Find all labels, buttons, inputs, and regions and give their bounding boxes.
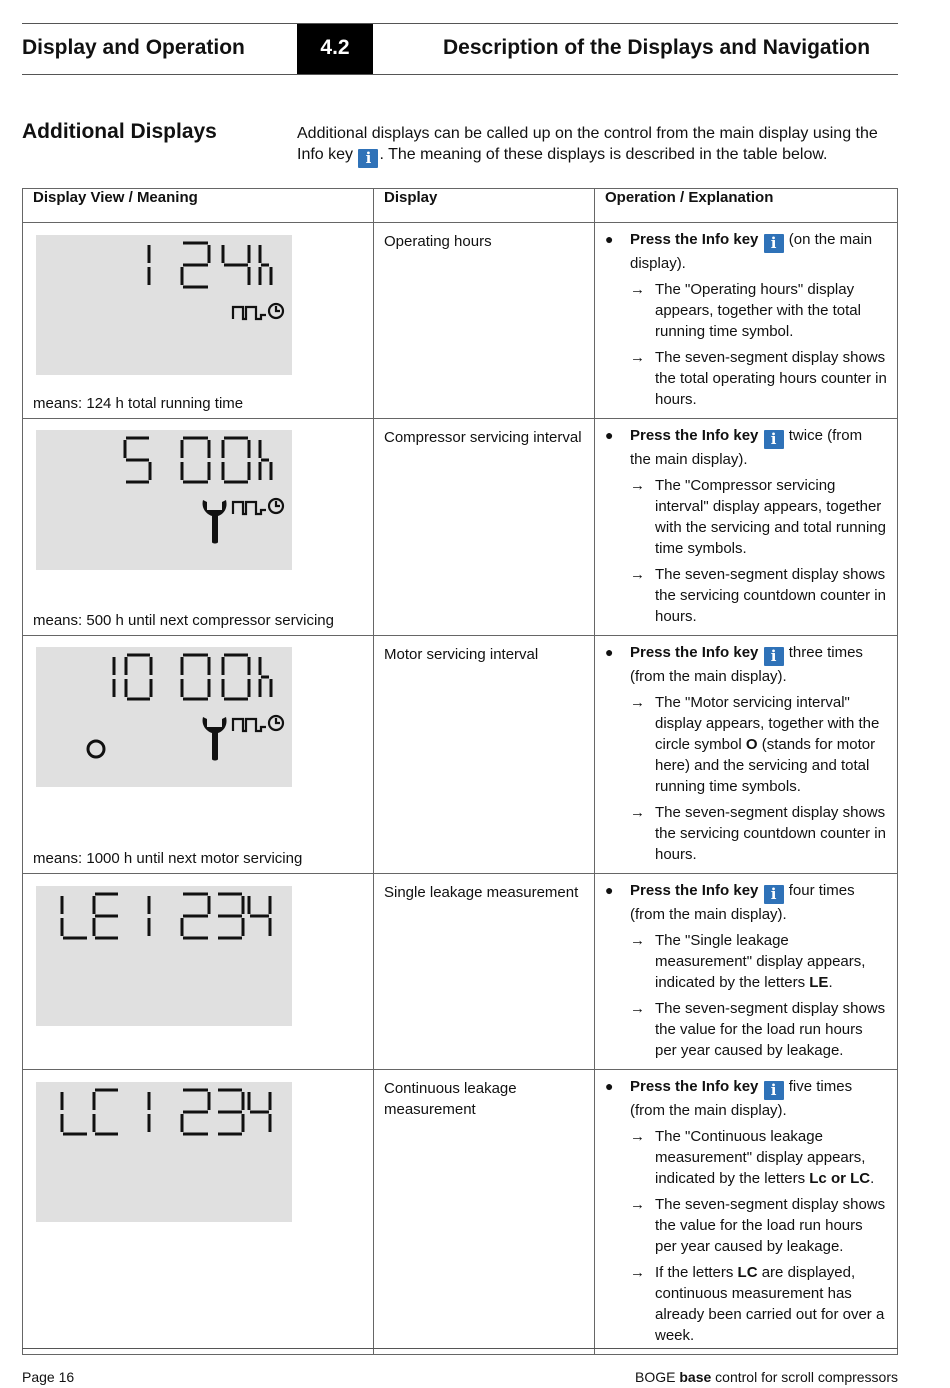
bullet-text: twice (from the main display).	[630, 427, 863, 468]
lcd-display	[36, 235, 292, 375]
bullet-item	[605, 425, 887, 470]
operation-cell	[595, 419, 898, 636]
table-row	[23, 1070, 898, 1355]
section-title: Description of the Displays and Navigation	[443, 36, 871, 59]
bullet-item	[605, 1076, 887, 1121]
lcd-display	[36, 1082, 292, 1222]
col-header-display: Display	[374, 189, 595, 223]
arrow-text: The seven-segment display shows the servicing countdown counter in hours.	[655, 804, 886, 863]
footer-brand: BOGE	[635, 1369, 676, 1385]
table-row	[23, 636, 898, 874]
display-name: Motor servicing interval	[374, 636, 595, 874]
motor-circle-icon	[88, 741, 104, 757]
operation-cell	[595, 874, 898, 1070]
lcd-digit	[223, 245, 249, 285]
lcd-cell	[23, 419, 374, 636]
arrow-right-icon: →	[630, 694, 645, 711]
col-header-view: Display View / Meaning	[23, 189, 374, 223]
arrow-item	[605, 475, 887, 559]
lcd-cell	[23, 223, 374, 419]
bullet-dot-icon: ●	[605, 1078, 614, 1094]
bullet-dot-icon: ●	[605, 882, 614, 898]
bullet-dot-icon: ●	[605, 644, 614, 660]
info-key-icon: i	[358, 149, 378, 168]
col-header-operation: Operation / Explanation	[595, 189, 898, 223]
lcd-readout-500h	[36, 430, 292, 570]
arrow-right-icon: →	[630, 804, 645, 821]
arrow-bold: LC	[737, 1264, 758, 1281]
arrow-item	[605, 1194, 887, 1257]
lcd-letter	[62, 896, 87, 938]
intro-text-a: Additional displays can be called up on the control from the main display using the Info key	[297, 125, 878, 163]
lcd-letter	[260, 245, 271, 285]
displays-table	[22, 188, 898, 1355]
arrow-item	[605, 930, 887, 993]
lcd-digit	[223, 655, 249, 699]
lcd-letter	[62, 1092, 87, 1134]
lcd-readout-124h	[36, 235, 292, 375]
display-name: Continuous leakage measurement	[374, 1070, 595, 1355]
info-key-icon: i	[764, 234, 784, 253]
lcd-letter	[94, 1090, 118, 1134]
arrow-right-icon: →	[630, 1128, 645, 1145]
arrow-bold: Lc or LC	[809, 1170, 871, 1187]
lcd-digit	[218, 894, 243, 938]
page-header	[22, 23, 898, 75]
bullet-bold: Press the Info key	[630, 231, 759, 248]
lcd-digit	[125, 438, 150, 482]
table-row	[23, 874, 898, 1070]
arrow-right-icon: →	[630, 477, 645, 494]
arrow-text: The seven-segment display shows the total operating hours counter in hours.	[655, 349, 887, 408]
arrow-right-icon: →	[630, 281, 645, 298]
info-key-icon: i	[764, 1081, 784, 1100]
lcd-display	[36, 430, 292, 570]
arrow-item	[605, 564, 887, 627]
running-time-icon	[233, 304, 283, 319]
arrow-text: The seven-segment display shows the servicing countdown counter in hours.	[655, 566, 886, 625]
arrow-text: .	[828, 974, 833, 991]
lcd-letter	[260, 657, 271, 697]
arrow-right-icon: →	[630, 932, 645, 949]
arrow-right-icon: →	[630, 1196, 645, 1213]
bullet-bold: Press the Info key	[630, 427, 759, 444]
arrow-text: The seven-segment display shows the value for the load run hours per year caused by leakage.	[655, 1196, 886, 1255]
lcd-cell	[23, 636, 374, 874]
bullet-item	[605, 880, 887, 925]
footer-text: control for scroll compressors	[715, 1369, 898, 1385]
bullet-dot-icon: ●	[605, 231, 614, 247]
arrow-item	[605, 1126, 887, 1189]
intro-paragraph	[297, 123, 907, 168]
arrow-item	[605, 998, 887, 1061]
wrench-icon	[203, 717, 227, 761]
table-row	[23, 419, 898, 636]
lcd-digit	[218, 1090, 243, 1134]
footer-brand-bold: base	[679, 1369, 712, 1385]
bullet-bold: Press the Info key	[630, 1078, 759, 1095]
page-number: Page 16	[22, 1369, 75, 1385]
bullet-text: three times (from the main display).	[630, 644, 863, 685]
lcd-digit	[249, 1092, 270, 1132]
running-time-icon	[233, 716, 283, 731]
lcd-digit	[249, 896, 270, 936]
section-number: 4.2	[297, 24, 373, 74]
bullet-text: five times (from the main display).	[630, 1078, 853, 1119]
bullet-item	[605, 229, 887, 274]
lcd-digit	[182, 243, 209, 287]
bullet-item	[605, 642, 887, 687]
arrow-bold: LE	[809, 974, 829, 991]
table-row	[23, 223, 898, 419]
lcd-digit	[182, 438, 209, 482]
arrow-right-icon: →	[630, 1000, 645, 1017]
arrow-right-icon: →	[630, 566, 645, 583]
arrow-text: (stands for motor here) and the servicing and total running time symbols.	[655, 736, 876, 795]
arrow-right-icon: →	[630, 1264, 645, 1281]
lcd-display	[36, 647, 292, 787]
arrow-text: .	[870, 1170, 875, 1187]
bullet-text: (on the main display).	[630, 231, 873, 272]
info-key-icon: i	[764, 647, 784, 666]
lcd-cell	[23, 1070, 374, 1355]
means-text: means: 500 h until next compressor servicing	[33, 612, 334, 629]
operation-cell	[595, 636, 898, 874]
arrow-item	[605, 347, 887, 410]
arrow-item	[605, 1262, 887, 1346]
intro-text-b: . The meaning of these displays is described in the table below.	[379, 146, 828, 163]
table-header-row	[23, 189, 898, 223]
subsection-title: Additional Displays	[22, 120, 217, 143]
lcd-readout-1000h	[36, 647, 292, 787]
bullet-dot-icon: ●	[605, 427, 614, 443]
footer-divider	[22, 1348, 898, 1349]
arrow-bold: O	[745, 736, 758, 753]
lcd-digit	[223, 438, 249, 482]
arrow-text: The "Compressor servicing interval" display appears, together with the servicing and total running time symbols.	[655, 477, 886, 557]
lcd-digit	[182, 1090, 209, 1134]
means-text: means: 1000 h until next motor servicing	[33, 850, 303, 867]
arrow-item	[605, 802, 887, 865]
means-text: means: 124 h total running time	[33, 395, 244, 412]
footer-title	[635, 1369, 898, 1385]
bullet-bold: Press the Info key	[630, 644, 759, 661]
operation-cell	[595, 223, 898, 419]
chapter-title: Display and Operation	[22, 36, 245, 59]
info-key-icon: i	[764, 430, 784, 449]
info-key-icon: i	[764, 885, 784, 904]
arrow-text: The "Single leakage measurement" display appears, indicated by the letters	[655, 932, 866, 991]
lcd-readout-lc1234	[36, 1082, 292, 1222]
arrow-text: are displayed, continuous measurement has already been carried out for over a week.	[655, 1264, 885, 1344]
running-time-icon	[233, 499, 283, 514]
display-name: Single leakage measurement	[374, 874, 595, 1070]
arrow-text: The "Continuous leakage measurement" display appears, indicated by the letters	[655, 1128, 866, 1187]
arrow-item	[605, 279, 887, 342]
operation-cell	[595, 1070, 898, 1355]
lcd-letter	[260, 440, 271, 480]
lcd-cell	[23, 874, 374, 1070]
arrow-item	[605, 692, 887, 797]
display-name: Compressor servicing interval	[374, 419, 595, 636]
lcd-digit	[126, 655, 151, 699]
bullet-bold: Press the Info key	[630, 882, 759, 899]
lcd-letter	[94, 894, 118, 938]
lcd-digit	[182, 655, 209, 699]
lcd-readout-le1234	[36, 886, 292, 1026]
display-name: Operating hours	[374, 223, 595, 419]
arrow-right-icon: →	[630, 349, 645, 366]
lcd-display	[36, 886, 292, 1026]
bullet-text: four times (from the main display).	[630, 882, 855, 923]
arrow-text: The "Operating hours" display appears, together with the total running time symbol.	[655, 281, 861, 340]
lcd-digit	[182, 894, 209, 938]
arrow-text: If the letters	[655, 1264, 734, 1281]
arrow-text: The "Motor servicing interval" display appears, together with the circle symbol	[655, 694, 880, 753]
wrench-icon	[203, 500, 227, 544]
arrow-text: The seven-segment display shows the value for the load run hours per year caused by leakage.	[655, 1000, 886, 1059]
